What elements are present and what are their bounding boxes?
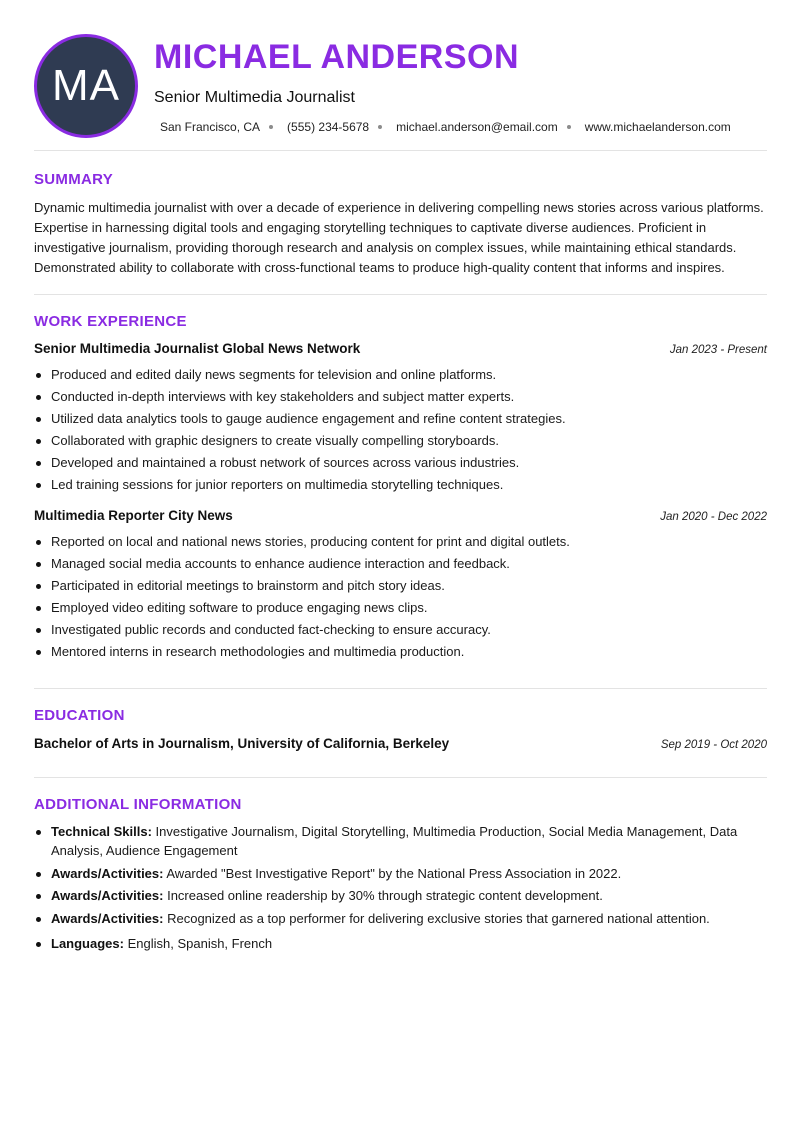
- separator-dot-icon: [567, 125, 571, 129]
- item-label: Languages:: [51, 935, 124, 951]
- item-text: Increased online readership by 30% through strategic content development.: [167, 888, 603, 903]
- job-header: [34, 508, 767, 523]
- job-date: Jan 2023 - Present: [669, 344, 767, 356]
- list-item: Produced and edited daily news segments for television and online platforms.: [34, 364, 767, 386]
- list-item: [34, 822, 767, 860]
- resume-page: [34, 0, 767, 956]
- contact-website[interactable]: www.michaelanderson.com: [584, 120, 731, 134]
- job-entry: [34, 341, 767, 496]
- item-text: Recognized as a top performer for delivering exclusive stories that garnered national attention.: [167, 910, 710, 926]
- item-text: English, Spanish, French: [127, 935, 273, 951]
- education-date: Sep 2019 - Oct 2020: [660, 739, 767, 751]
- additional-info-section: [34, 778, 767, 953]
- additional-info-list: [34, 822, 767, 953]
- separator-dot-icon: [269, 125, 273, 129]
- job-bullets: [34, 531, 767, 663]
- separator-dot-icon: [378, 125, 382, 129]
- summary-text: Dynamic multimedia journalist with over a decade of experience in delivering compelling news stories across various platforms. Expertise in harnessing digital tools and engaging storytelling techniques to captivate diverse audiences. Proficient in investigative journalism, providing thorough research and analysis on complex issues, while maintaining ethical standards. Demonstrated ability to collaborate with cross-functional teams to produce high-quality content that informs and inspires.: [34, 200, 764, 275]
- job-title: Senior Multimedia Journalist Global News Network: [34, 341, 361, 356]
- list-item: [34, 886, 767, 905]
- avatar-initials: MA: [52, 61, 120, 110]
- list-item: Mentored interns in research methodologies and multimedia production.: [34, 641, 767, 663]
- candidate-name: MICHAEL ANDERSON: [154, 38, 520, 76]
- list-item: Utilized data analytics tools to gauge audience engagement and refine content strategies.: [34, 408, 767, 430]
- item-label: Awards/Activities:: [51, 910, 164, 926]
- education-degree: Bachelor of Arts in Journalism, University of California, Berkeley: [34, 736, 450, 751]
- job-header: [34, 341, 767, 356]
- work-experience-section: [34, 295, 767, 688]
- list-item: Collaborated with graphic designers to create visually compelling storyboards.: [34, 430, 767, 452]
- contact-bar: [160, 120, 731, 134]
- candidate-role: Senior Multimedia Journalist: [154, 89, 355, 106]
- contact-location: San Francisco, CA: [160, 120, 261, 134]
- additional-info-title: ADDITIONAL INFORMATION: [34, 796, 242, 813]
- item-label: Awards/Activities:: [51, 888, 164, 903]
- avatar: [34, 34, 138, 138]
- job-bullets: [34, 364, 767, 496]
- education-title: EDUCATION: [34, 707, 125, 724]
- list-item: Conducted in-depth interviews with key stakeholders and subject matter experts.: [34, 386, 767, 408]
- job-entry: [34, 508, 767, 663]
- education-section: [34, 689, 767, 777]
- item-text: Awarded "Best Investigative Report" by the National Press Association in 2022.: [166, 865, 622, 881]
- list-item: [34, 864, 767, 883]
- work-experience-title: WORK EXPERIENCE: [34, 313, 187, 330]
- list-item: Managed social media accounts to enhance audience interaction and feedback.: [34, 553, 767, 575]
- list-item: Developed and maintained a robust network of sources across various industries.: [34, 452, 767, 474]
- item-label: Awards/Activities:: [51, 865, 164, 881]
- list-item: Employed video editing software to produce engaging news clips.: [34, 597, 767, 619]
- resume-header: [34, 0, 767, 150]
- list-item: Investigated public records and conducted fact-checking to ensure accuracy.: [34, 619, 767, 641]
- job-date: Jan 2020 - Dec 2022: [660, 511, 767, 523]
- item-text: Investigative Journalism, Digital Storytelling, Multimedia Production, Social Media Management, Data Analysis, Audience Engagement: [51, 824, 738, 858]
- list-item: [34, 909, 767, 928]
- summary-title: SUMMARY: [34, 171, 114, 188]
- contact-email[interactable]: michael.anderson@email.com: [396, 120, 558, 134]
- summary-section: [34, 151, 767, 294]
- list-item: Led training sessions for junior reporters on multimedia storytelling techniques.: [34, 474, 767, 496]
- education-entry: [34, 736, 767, 751]
- list-item-languages: [34, 934, 767, 953]
- job-title: Multimedia Reporter City News: [34, 508, 233, 523]
- item-label: Technical Skills:: [51, 824, 152, 839]
- list-item: Participated in editorial meetings to brainstorm and pitch story ideas.: [34, 575, 767, 597]
- contact-phone[interactable]: (555) 234-5678: [287, 120, 370, 134]
- list-item: Reported on local and national news stories, producing content for print and digital outlets.: [34, 531, 767, 553]
